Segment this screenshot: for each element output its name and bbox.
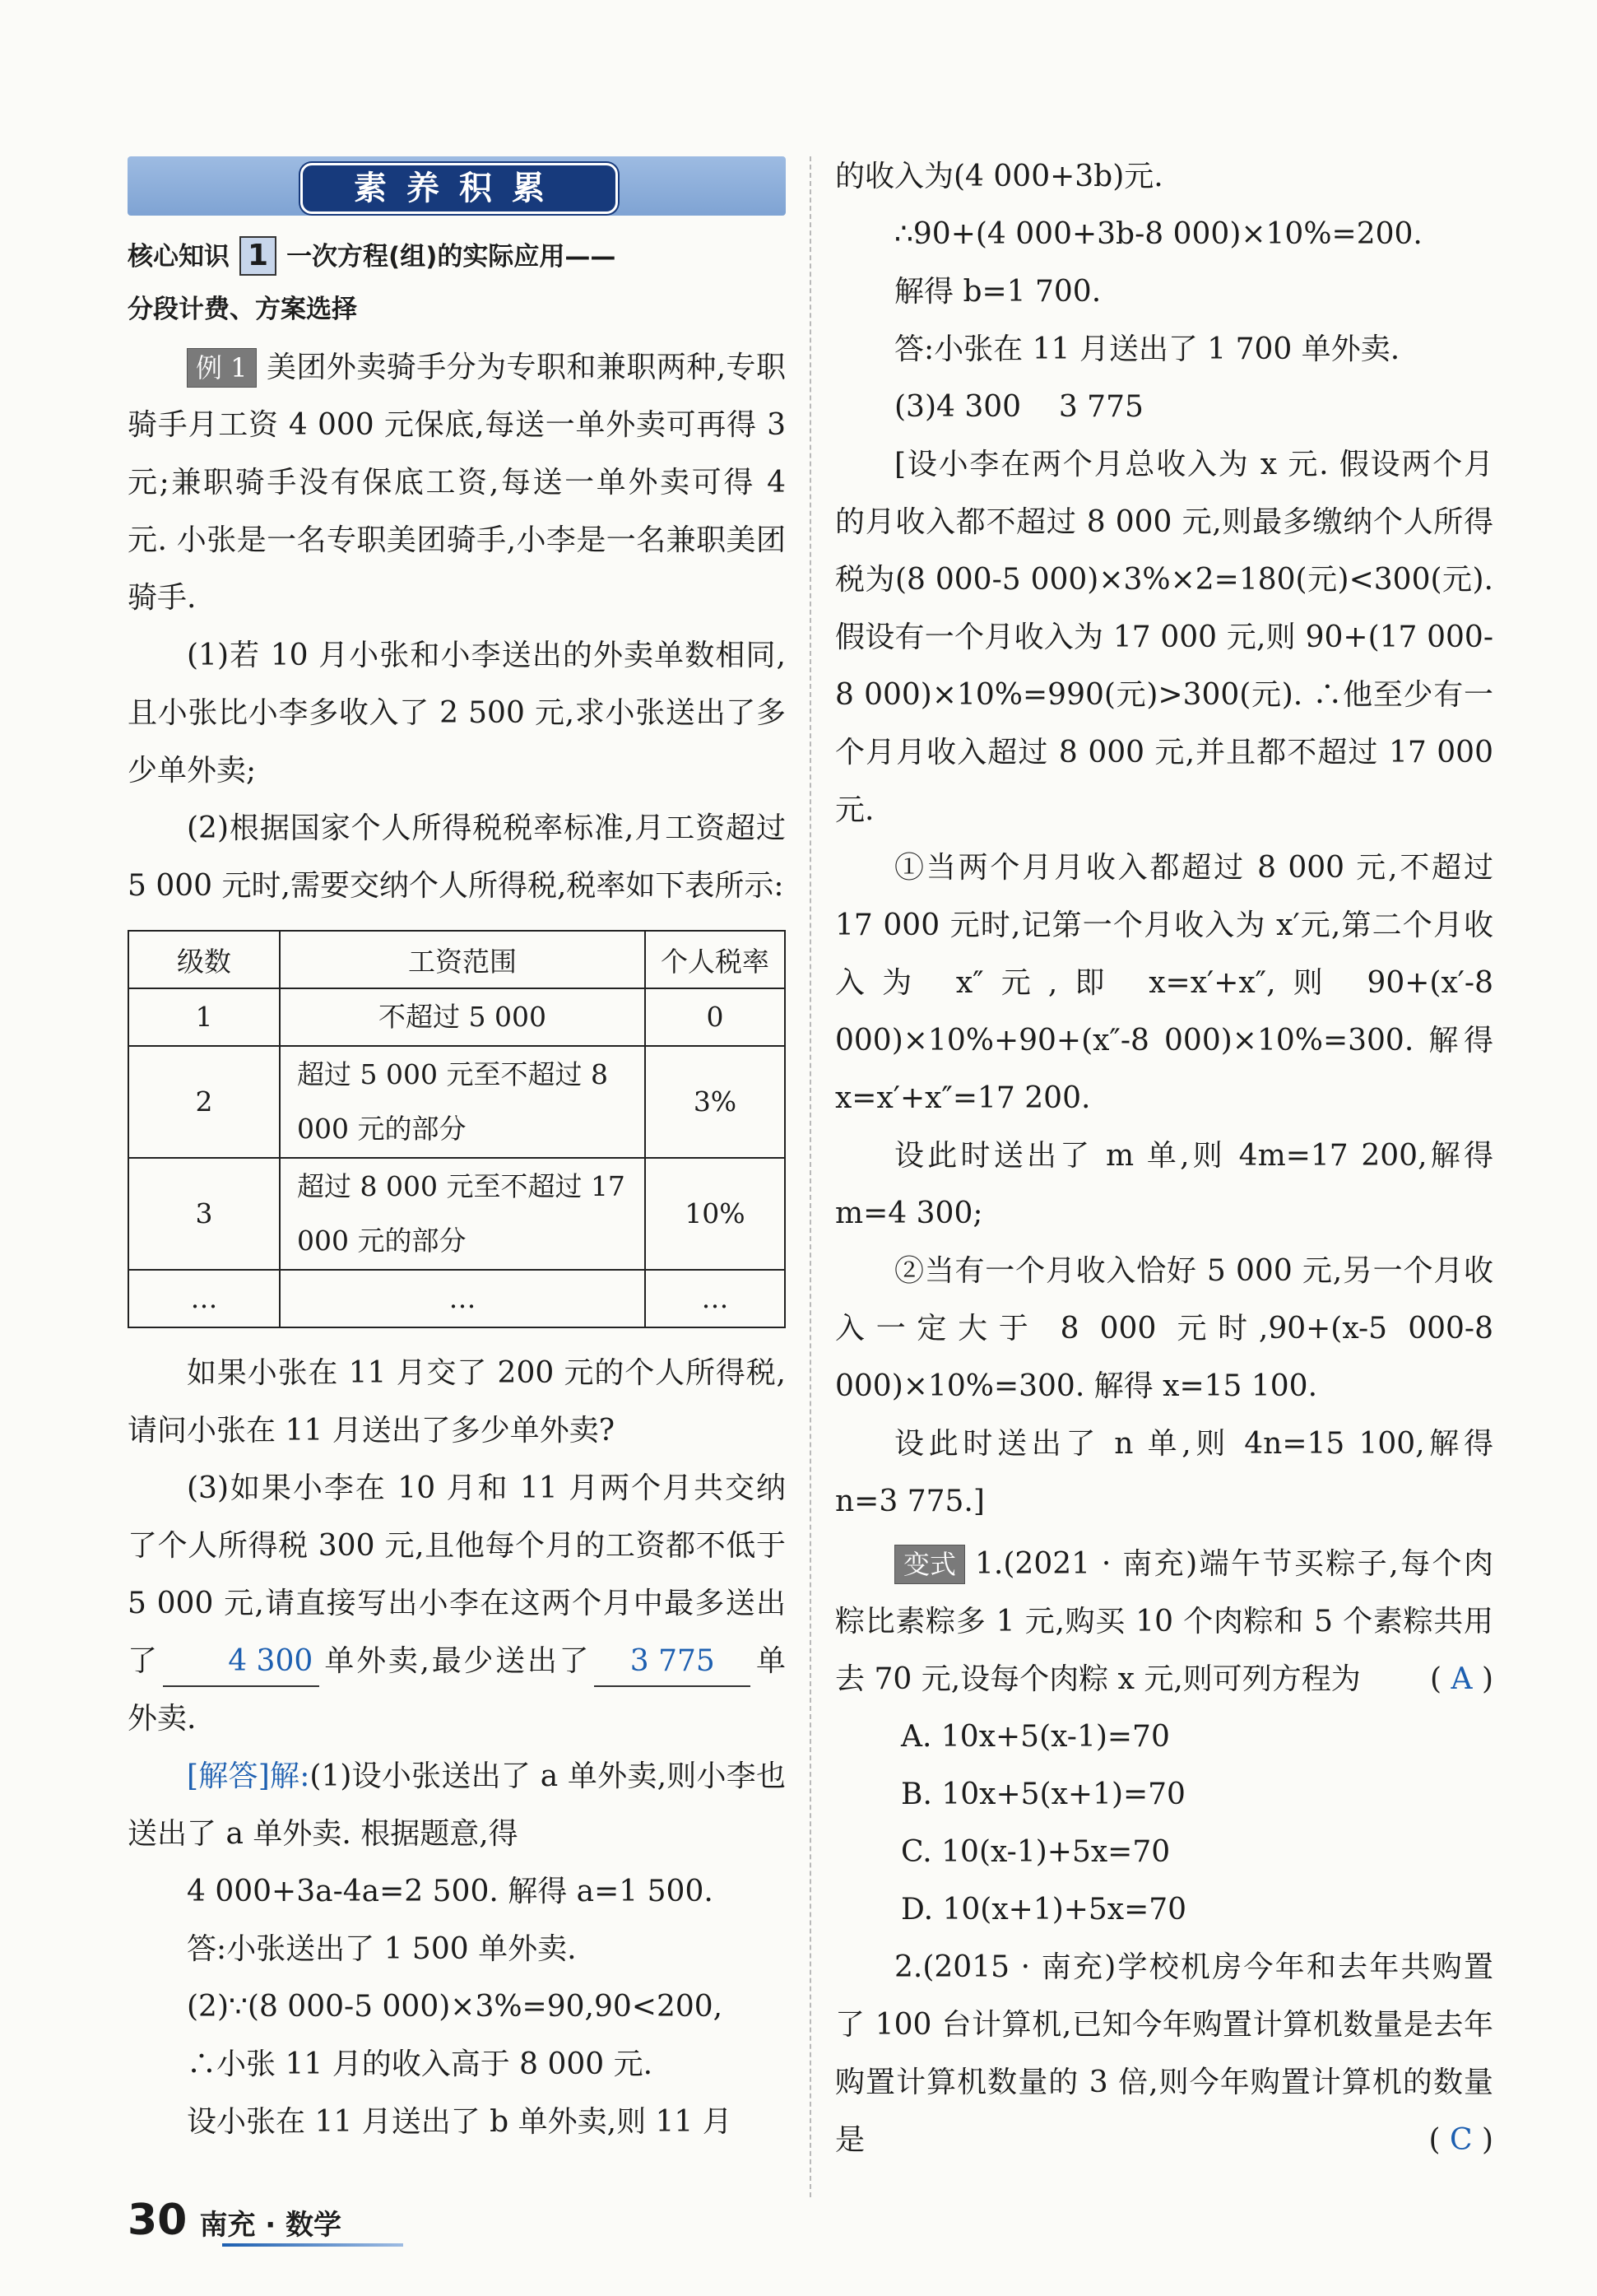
table-cell: 不超过 5 000 [280,988,645,1046]
section-banner [128,156,786,216]
table-cell: 2 [128,1046,280,1158]
banner-title: 素养积累 [300,163,618,214]
solution-line: (1)设小张送出了 a 单外卖,则小李也送出了 a 单外卖. 根据题意,得 [128,1759,786,1851]
solution-line: 设此时送出了 n 单,则 4n=15 100,解得 n=3 775.] [835,1427,1493,1518]
choice-option: D. 10(x+1)+5x=70 [901,1893,1187,1927]
table-cell: … [128,1270,280,1327]
question-3-text-b: 单外卖,最少送出了 [322,1644,592,1678]
table-cell: 3 [128,1158,280,1270]
question-2: (2)根据国家个人所得税税率标准,月工资超过 5 000 元时,需要交纳个人所得税,税率如下表所示: [128,811,786,903]
variant-question-1 [835,1536,1493,1708]
table-cell: 超过 8 000 元至不超过 17 000 元的部分 [280,1158,645,1270]
example-tag: 例 1 [187,348,257,388]
table-cell: 超过 5 000 元至不超过 8 000 元的部分 [280,1046,645,1158]
table-cell: 3% [645,1046,785,1158]
table-cell: 0 [645,988,785,1046]
solution-line: ∴90+(4 000+3b-8 000)×10%=200. [894,217,1423,251]
choice-option: B. 10x+5(x+1)=70 [901,1778,1186,1811]
variant-answer-2: ( C ) [1428,2123,1493,2157]
example-intro [128,339,786,627]
book-name: 南充 · 数学 [199,2209,342,2242]
solution-line: (2)∵(8 000-5 000)×3%=90,90<200, [187,1990,723,2024]
solution-intro [128,1748,786,1863]
question-2b: 如果小张在 11 月交了 200 元的个人所得税,请问小张在 11 月送出了多少单外卖? [128,1356,786,1448]
solution-line: ①当两个月月收入都超过 8 000 元,不超过 17 000 元时,记第一个月收入为 x′元,第二个月收入为 x″元,即 x=x′+x″,则 90+(x′-8 000)×10%+90+(x″-8 000)×10%=300. 解得 x=x′+x″=17 200. [835,851,1493,1115]
solution-line: 设此时送出了 m 单,则 4m=17 200,解得 m=4 300; [835,1139,1493,1230]
page-number: 30 [128,2196,188,2245]
knowledge-title-line2: 分段计费、方案选择 [128,295,357,324]
table-cell: 1 [128,988,280,1046]
table-row [128,988,785,1046]
table-row [128,1158,785,1270]
table-header-row [128,931,785,988]
table-row [128,1270,785,1327]
variant-answer-1: ( A ) [1430,1662,1493,1696]
solution-tag: [解答] [187,1759,270,1793]
knowledge-heading [128,234,786,280]
question-1: (1)若 10 月小张和小李送出的外卖单数相同,且小张比小李多收入了 2 500 元,求小张送出了多少单外卖; [128,639,786,788]
left-column [128,234,786,2151]
solution-line: 解得 b=1 700. [894,275,1102,309]
solution-line: 4 000+3a-4a=2 500. 解得 a=1 500. [187,1875,713,1908]
solution-lead: 解: [269,1759,310,1793]
variant-answer-1-value: A [1451,1662,1473,1696]
variant-question-2-text: 2.(2015 · 南充)学校机房今年和去年共购置了 100 台计算机,已知今年购置计算机数量是去年购置计算机数量的 3 倍,则今年购置计算机的数量是 [835,1950,1493,2157]
variant-question-2 [835,1939,1493,2169]
table-header: 工资范围 [280,931,645,988]
choice-option: A. 10x+5(x-1)=70 [901,1720,1170,1754]
table-cell: 10% [645,1158,785,1270]
example-intro-text: 美团外卖骑手分为专职和兼职两种,专职骑手月工资 4 000 元保底,每送一单外卖可再得 3 元;兼职骑手没有保底工资,每送一单外卖可得 4 元. 小张是一名专职美团骑手,小李是一名兼职美团骑手. [128,351,786,615]
question-3-text-a: (3)如果小李在 10 月和 11 月两个月共交纳了个人所得税 300 元,且他每个月的工资都不低于 5 000 元,请直接写出小李在这两个月中最多送出了 [128,1471,786,1678]
question-3-text-c: 单外卖. [128,1644,786,1736]
knowledge-title-line1: 一次方程(组)的实际应用—— [286,242,616,272]
table-cell: … [280,1270,645,1327]
variant-answer-2-value: C [1449,2123,1473,2157]
solution-line: (3)4 300 3 775 [894,390,1144,424]
column-divider [810,156,811,2197]
question-3 [128,1460,786,1748]
solution-line: 的收入为(4 000+3b)元. [835,160,1163,193]
tax-table [128,930,786,1328]
table-header: 个人税率 [645,931,785,988]
right-column [835,148,1493,2169]
answer-blank-min: 3 775 [594,1638,750,1687]
answer-blank-max: 4 300 [163,1638,319,1687]
table-row [128,1046,785,1158]
solution-line: ∴小张 11 月的收入高于 8 000 元. [187,2047,653,2081]
solution-line: ②当有一个月收入恰好 5 000 元,另一个月收入一定大于 8 000 元时,90+(x-5 000-8 000)×10%=300. 解得 x=15 100. [835,1254,1493,1403]
table-header: 级数 [128,931,280,988]
variant-tag: 变式 [894,1545,965,1584]
solution-line: [设小李在两个月总收入为 x 元. 假设两个月的月收入都不超过 8 000 元,则最多缴纳个人所得税为(8 000-5 000)×3%×2=180(元)<300(元). 假设有一个月收入为 17 000 元,则 90+(17 000-8 000)×10%=990(元)>300(元). ∴他至少有一个月月收入超过 8 000 元,并且都不超过 17 000 元. [835,448,1493,827]
solution-line: 答:小张送出了 1 500 单外卖. [187,1932,577,1966]
footer-accent-line [222,2243,403,2247]
knowledge-label: 核心知识 [128,242,230,272]
table-cell: … [645,1270,785,1327]
solution-line: 答:小张在 11 月送出了 1 700 单外卖. [894,332,1400,366]
knowledge-number: 1 [239,236,276,276]
variant-question-1-text: 1.(2021 · 南充)端午节买粽子,每个肉粽比素粽多 1 元,购买 10 个肉粽和 5 个素粽共用去 70 元,设每个肉粽 x 元,则可列方程为 [835,1547,1493,1696]
solution-line: 设小张在 11 月送出了 b 单外卖,则 11 月 [187,2105,732,2139]
choice-option: C. 10(x-1)+5x=70 [901,1835,1171,1869]
page-footer [128,2196,341,2253]
